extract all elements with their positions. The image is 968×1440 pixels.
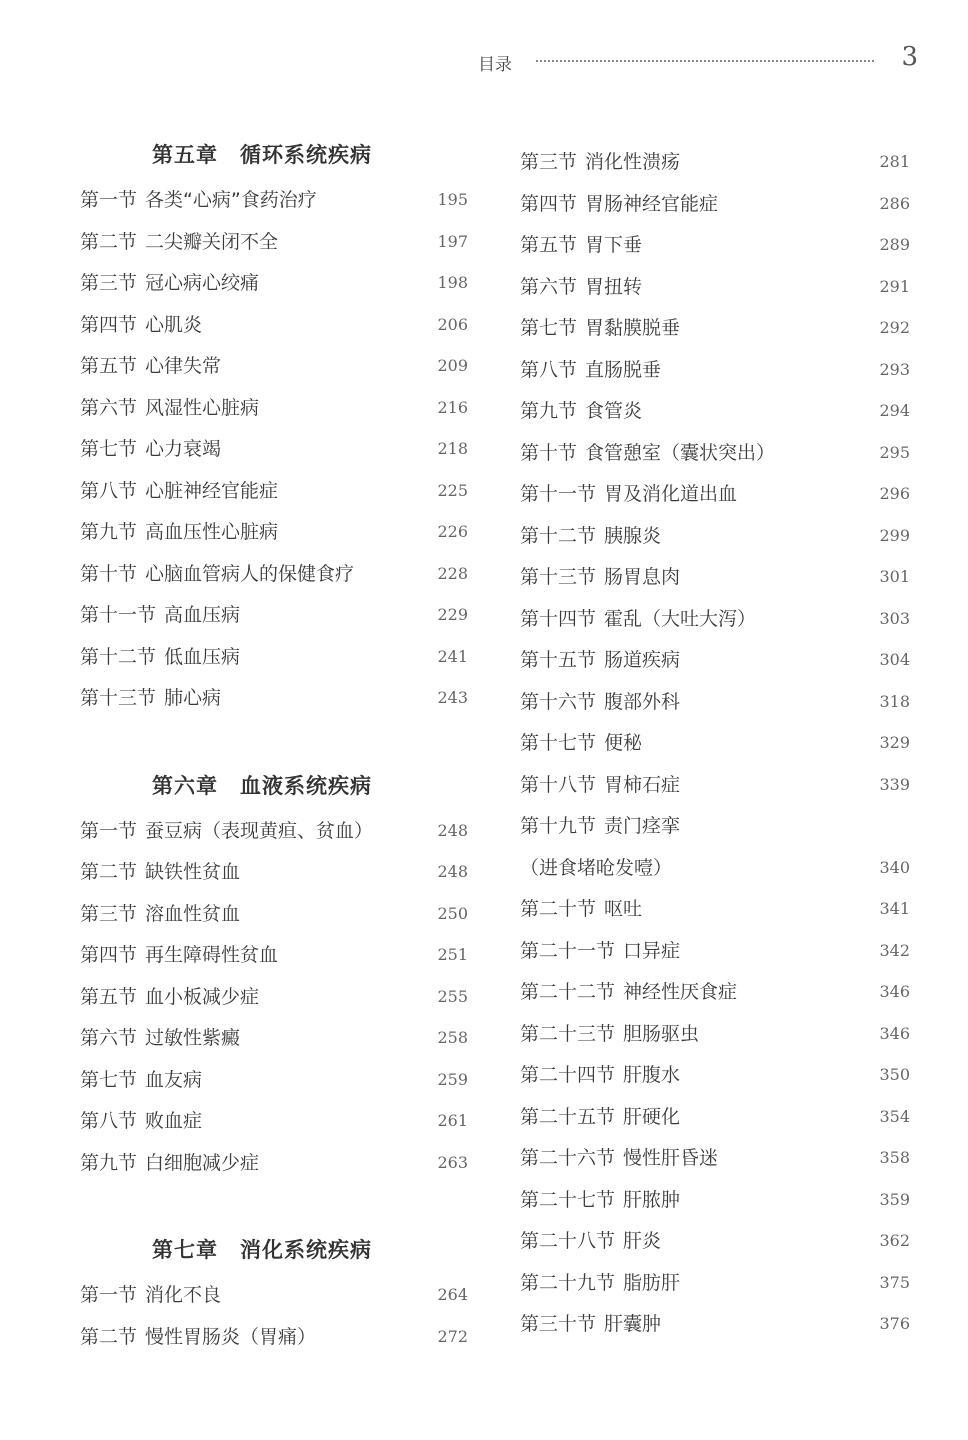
section-title: [80, 1023, 240, 1053]
section-name: 消化不良: [145, 1284, 222, 1306]
toc-entry[interactable]: [80, 393, 468, 435]
section-number: 第四节: [80, 313, 138, 336]
section-title: [520, 272, 642, 302]
section-title: [80, 434, 221, 464]
toc-entry[interactable]: [520, 1143, 910, 1185]
header-dotted-leader: [536, 60, 874, 62]
section-number: 第二节: [80, 230, 138, 253]
toc-entry[interactable]: [520, 1185, 910, 1227]
section-title: [520, 1060, 680, 1090]
section-title: [520, 1019, 699, 1049]
section-name: 食管憩室（囊状突出）: [585, 441, 776, 464]
chapter7-continued-list: [520, 147, 910, 1351]
toc-entry[interactable]: [520, 936, 910, 978]
section-title: [80, 517, 278, 547]
section-page-number: 229: [437, 605, 468, 624]
section-number: 第二节: [80, 1325, 138, 1348]
toc-entry[interactable]: [520, 977, 910, 1019]
section-title: [520, 1143, 718, 1173]
section-number: 第十五节: [520, 649, 597, 671]
section-name: 责门痉挛: [604, 815, 681, 837]
section-title: [80, 1322, 316, 1352]
toc-entry[interactable]: [80, 1148, 468, 1190]
toc-entry[interactable]: [520, 438, 910, 480]
toc-entry[interactable]: [520, 479, 910, 521]
section-name: 高血压病: [164, 604, 241, 626]
section-page-number: 375: [879, 1272, 910, 1292]
section-page-number: 216: [437, 397, 468, 417]
section-name: 慢性肝昏迷: [623, 1147, 719, 1169]
section-name: 消化性溃疡: [585, 151, 681, 173]
section-name: 心律失常: [145, 355, 222, 377]
section-name: 高血压性心脏病: [145, 521, 279, 543]
section-number: 第一节: [80, 819, 138, 842]
section-title: [520, 728, 642, 758]
section-number: 第五节: [80, 985, 138, 1008]
section-title: [520, 811, 680, 841]
section-page-number: 258: [437, 1028, 468, 1047]
section-title: [520, 479, 737, 509]
section-name: 神经性厌食症: [623, 981, 738, 1003]
section-title: [80, 476, 278, 506]
section-name: 胃黏膜脱垂: [585, 317, 681, 339]
section-title: [80, 642, 240, 672]
toc-entry[interactable]: [520, 853, 910, 895]
section-number: 第一节: [80, 1284, 138, 1306]
section-name: 脂肪肝: [623, 1271, 681, 1294]
section-page-number: 225: [437, 480, 468, 500]
section-page-number: 228: [437, 563, 468, 583]
section-number: 第四节: [520, 192, 578, 215]
toc-entry[interactable]: [520, 604, 910, 646]
toc-entry[interactable]: [80, 351, 468, 393]
section-name: 肝囊肿: [604, 1313, 662, 1335]
section-name: 腹部外科: [604, 690, 681, 713]
section-title: [80, 393, 259, 423]
section-title: [520, 438, 775, 468]
section-name: 冠心病心绞痛: [145, 272, 260, 294]
section-name: 胃柿石症: [604, 773, 681, 796]
header-title: 目录: [478, 55, 512, 75]
toc-entry[interactable]: [520, 272, 910, 314]
toc-entry[interactable]: [80, 1280, 468, 1322]
section-number: 第十三节: [520, 566, 597, 588]
section-page-number: 259: [437, 1069, 468, 1089]
toc-entry[interactable]: [520, 396, 910, 438]
section-page-number: 281: [879, 152, 910, 171]
toc-entry[interactable]: [80, 310, 468, 352]
section-number: 第八节: [80, 1110, 138, 1132]
section-number: 第三节: [80, 902, 138, 925]
section-name: 心脏神经官能症: [145, 479, 279, 502]
section-title: [520, 645, 680, 675]
section-title: [520, 1102, 680, 1132]
chapter6-list: [80, 816, 468, 1190]
section-name: 直肠脱垂: [585, 358, 662, 381]
section-number: 第十八节: [520, 773, 597, 796]
section-page-number: 318: [879, 691, 910, 711]
toc-entry[interactable]: [520, 313, 910, 355]
toc-entry[interactable]: [80, 816, 468, 858]
section-title: [520, 189, 718, 219]
toc-entry[interactable]: [520, 1019, 910, 1061]
toc-entry[interactable]: [80, 982, 468, 1024]
section-number: 第二节: [80, 861, 138, 883]
section-name: 肠胃息肉: [604, 566, 681, 588]
section-number: 第六节: [80, 1027, 138, 1049]
section-page-number: 346: [879, 982, 910, 1001]
section-name: 食管炎: [585, 400, 643, 422]
section-number: 第九节: [520, 400, 578, 422]
toc-entry[interactable]: [520, 1102, 910, 1144]
toc-entry[interactable]: [520, 521, 910, 563]
section-title: [520, 687, 680, 717]
section-number: 第三节: [80, 272, 138, 294]
section-page-number: 358: [879, 1148, 910, 1167]
toc-entry[interactable]: [80, 1023, 468, 1065]
section-number: 第二十八节: [520, 1230, 616, 1252]
section-page-number: 301: [879, 567, 910, 586]
toc-entry[interactable]: [80, 1065, 468, 1107]
section-page-number: 248: [437, 820, 468, 840]
section-page-number: 341: [879, 899, 910, 918]
section-title: [80, 899, 240, 929]
section-name: 肝炎: [623, 1230, 662, 1252]
section-number: 第二十二节: [520, 981, 616, 1003]
section-title: [520, 1268, 680, 1298]
toc-left-column: [80, 138, 468, 1363]
toc-right-column: [520, 138, 910, 1351]
section-title: [80, 559, 354, 589]
section-name: 胃及消化道出血: [604, 483, 738, 505]
section-number: 第二十四节: [520, 1064, 616, 1086]
section-number: 第十三节: [80, 687, 157, 709]
section-name: 肺心病: [164, 687, 222, 709]
section-page-number: 342: [879, 940, 910, 960]
toc-entry[interactable]: [80, 434, 468, 476]
toc-entry[interactable]: [520, 687, 910, 729]
toc-entry[interactable]: [80, 940, 468, 982]
toc-entry[interactable]: [80, 185, 468, 227]
section-title: [520, 147, 680, 177]
section-page-number: 243: [437, 688, 468, 707]
section-number: 第二十九节: [520, 1271, 616, 1294]
toc-entry[interactable]: [80, 1106, 468, 1148]
section-page-number: 329: [879, 733, 910, 752]
section-number: 第七节: [80, 1068, 138, 1091]
section-page-number: 304: [879, 650, 910, 669]
section-name: 过敏性紫癜: [145, 1027, 241, 1049]
section-title: [80, 816, 373, 846]
section-number: 第六节: [80, 396, 138, 419]
page-header: [478, 42, 928, 80]
section-page-number: 198: [437, 273, 468, 292]
toc-entry[interactable]: [520, 770, 910, 812]
section-number: 第十一节: [520, 483, 597, 505]
section-number: 第十六节: [520, 690, 597, 713]
section-name: 缺铁性贫血: [145, 861, 241, 883]
section-page-number: 209: [437, 356, 468, 375]
section-page-number: 292: [879, 318, 910, 337]
section-name: 胃下垂: [585, 234, 643, 256]
section-number: 第四节: [80, 944, 138, 966]
toc-entry[interactable]: [520, 1226, 910, 1268]
section-title: [520, 770, 680, 800]
section-number: 第五节: [80, 355, 138, 377]
section-page-number: 359: [879, 1189, 910, 1209]
section-name: 败血症: [145, 1110, 203, 1132]
section-title: [80, 227, 278, 257]
page-number: 3: [901, 42, 918, 72]
toc-entry[interactable]: [520, 355, 910, 397]
section-name: 肝硬化: [623, 1105, 681, 1128]
toc-entry[interactable]: [80, 642, 468, 684]
section-number: 第十节: [520, 441, 578, 464]
toc-entry[interactable]: [80, 857, 468, 899]
section-number: 第二十七节: [520, 1188, 616, 1211]
section-page-number: 296: [879, 484, 910, 503]
section-name: 肠道疾病: [604, 649, 681, 671]
toc-entry[interactable]: [520, 1060, 910, 1102]
section-title: [520, 313, 680, 343]
section-page-number: 303: [879, 608, 910, 628]
toc-entry[interactable]: [80, 899, 468, 941]
section-page-number: 294: [879, 401, 910, 420]
section-page-number: 295: [879, 442, 910, 462]
section-page-number: 250: [437, 903, 468, 923]
section-name: 溶血性贫血: [145, 902, 241, 925]
toc-entry[interactable]: [80, 268, 468, 310]
toc-entry[interactable]: [520, 562, 910, 604]
section-name: 呕吐: [604, 898, 643, 920]
section-name: 血小板减少症: [145, 985, 260, 1008]
chapter7-list: [80, 1280, 468, 1363]
section-name: 便秘: [604, 732, 643, 754]
section-page-number: 354: [879, 1106, 910, 1126]
section-number: 第二十六节: [520, 1147, 616, 1169]
section-name: 胰腺炎: [604, 524, 662, 547]
section-title: [520, 1309, 661, 1339]
toc-entry[interactable]: [80, 517, 468, 559]
section-number: 第五节: [520, 234, 578, 256]
section-title: [80, 268, 259, 298]
section-page-number: 291: [879, 276, 910, 296]
section-title: [80, 1065, 202, 1095]
section-page-number: 263: [437, 1152, 468, 1172]
toc-entry[interactable]: [80, 1322, 468, 1364]
section-name: 口异症: [623, 939, 681, 962]
section-name: 蚕豆病（表现黄疸、贫血）: [145, 819, 374, 842]
toc-entry[interactable]: [520, 811, 910, 853]
section-number: 第七节: [520, 317, 578, 339]
toc-entry[interactable]: [520, 728, 910, 770]
section-number: 第八节: [80, 479, 138, 502]
section-number: 第十七节: [520, 732, 597, 754]
section-title: [80, 683, 221, 713]
section-page-number: 340: [879, 857, 910, 877]
section-page-number: 255: [437, 986, 468, 1006]
section-name: 心力衰竭: [145, 438, 222, 460]
section-number: 第一节: [80, 189, 138, 211]
section-title: [520, 355, 661, 385]
section-page-number: 346: [879, 1023, 910, 1043]
section-page-number: 272: [437, 1326, 468, 1346]
section-title: [80, 1280, 221, 1310]
section-page-number: 195: [437, 190, 468, 209]
section-page-number: 376: [879, 1314, 910, 1333]
section-number: 第十九节: [520, 815, 597, 837]
section-number: 第九节: [80, 1151, 138, 1174]
section-title: [520, 1185, 680, 1215]
section-title: [80, 940, 278, 970]
toc-entry[interactable]: [520, 894, 910, 936]
section-page-number: 261: [437, 1111, 468, 1130]
section-number: 第十一节: [80, 604, 157, 626]
section-page-number: 339: [879, 774, 910, 794]
section-title: [520, 396, 642, 426]
section-name: 慢性胃肠炎（胃痛）: [145, 1325, 317, 1348]
section-number: 第二十五节: [520, 1105, 616, 1128]
section-name: 风湿性心脏病: [145, 396, 260, 419]
section-page-number: 289: [879, 235, 910, 254]
chapter-heading: 第六章 血液系统疾病: [152, 773, 372, 798]
section-name: 再生障碍性贫血: [145, 944, 279, 966]
toc-entry[interactable]: [520, 230, 910, 272]
section-number: 第十四节: [520, 607, 597, 630]
section-page-number: 197: [437, 231, 468, 251]
toc-entry[interactable]: [80, 683, 468, 725]
section-title: [520, 853, 672, 883]
section-name: 白细胞减少症: [145, 1151, 260, 1174]
section-name: 肝脓肿: [623, 1188, 681, 1211]
section-title: [520, 604, 756, 634]
section-title: [80, 185, 317, 215]
section-title: [80, 1106, 202, 1136]
section-title: [520, 977, 737, 1007]
section-name: （进食堵呛发噎）: [520, 856, 673, 879]
section-title: [80, 310, 202, 340]
toc-entry[interactable]: [80, 600, 468, 642]
section-name: 血友病: [145, 1068, 203, 1091]
section-number: 第二十节: [520, 898, 597, 920]
toc-entry[interactable]: [520, 1309, 910, 1351]
section-page-number: 350: [879, 1065, 910, 1084]
section-page-number: 299: [879, 525, 910, 545]
toc-entry[interactable]: [520, 645, 910, 687]
section-title: [520, 894, 642, 924]
section-number: 第三节: [520, 151, 578, 173]
section-page-number: 206: [437, 314, 468, 334]
toc-entry[interactable]: [80, 559, 468, 601]
section-name: 低血压病: [164, 645, 241, 668]
section-name: 胃扭转: [585, 275, 643, 298]
section-title: [520, 936, 680, 966]
toc-entry[interactable]: [520, 1268, 910, 1310]
section-title: [80, 1148, 259, 1178]
section-title: [80, 857, 240, 887]
chapter-heading: 第七章 消化系统疾病: [152, 1238, 372, 1262]
section-page-number: 218: [437, 439, 468, 458]
section-page-number: 248: [437, 862, 468, 881]
section-name: 霍乱（大吐大泻）: [604, 607, 757, 630]
section-page-number: 241: [437, 646, 468, 666]
section-number: 第七节: [80, 438, 138, 460]
section-page-number: 226: [437, 522, 468, 541]
toc-entry[interactable]: [520, 147, 910, 189]
section-number: 第十二节: [80, 645, 157, 668]
section-page-number: 251: [437, 945, 468, 964]
chapter-heading: 第五章 循环系统疾病: [152, 143, 372, 167]
section-title: [520, 1226, 661, 1256]
section-title: [520, 562, 680, 592]
section-number: 第九节: [80, 521, 138, 543]
section-number: 第十二节: [520, 524, 597, 547]
section-name: 胃肠神经官能症: [585, 192, 719, 215]
section-name: 肝腹水: [623, 1064, 681, 1086]
section-number: 第二十一节: [520, 939, 616, 962]
section-name: 胆肠驱虫: [623, 1022, 700, 1045]
section-title: [80, 982, 259, 1012]
section-name: 心肌炎: [145, 313, 203, 336]
section-title: [80, 351, 221, 381]
section-number: 第八节: [520, 358, 578, 381]
section-name: 二尖瓣关闭不全: [145, 230, 279, 253]
toc-entry[interactable]: [80, 476, 468, 518]
section-page-number: 293: [879, 359, 910, 379]
section-title: [520, 521, 661, 551]
toc-entry[interactable]: [520, 189, 910, 231]
section-title: [520, 230, 642, 260]
section-number: 第十节: [80, 562, 138, 585]
section-page-number: 264: [437, 1285, 468, 1304]
section-page-number: 362: [879, 1231, 910, 1250]
section-number: 第三十节: [520, 1313, 597, 1335]
section-name: 各类“心病”食药治疗: [145, 189, 317, 211]
section-name: 心脑血管病人的保健食疗: [145, 562, 355, 585]
section-page-number: 286: [879, 193, 910, 213]
section-number: 第二十三节: [520, 1022, 616, 1045]
chapter5-list: [80, 185, 468, 725]
section-number: 第六节: [520, 275, 578, 298]
toc-entry[interactable]: [80, 227, 468, 269]
section-title: [80, 600, 240, 630]
